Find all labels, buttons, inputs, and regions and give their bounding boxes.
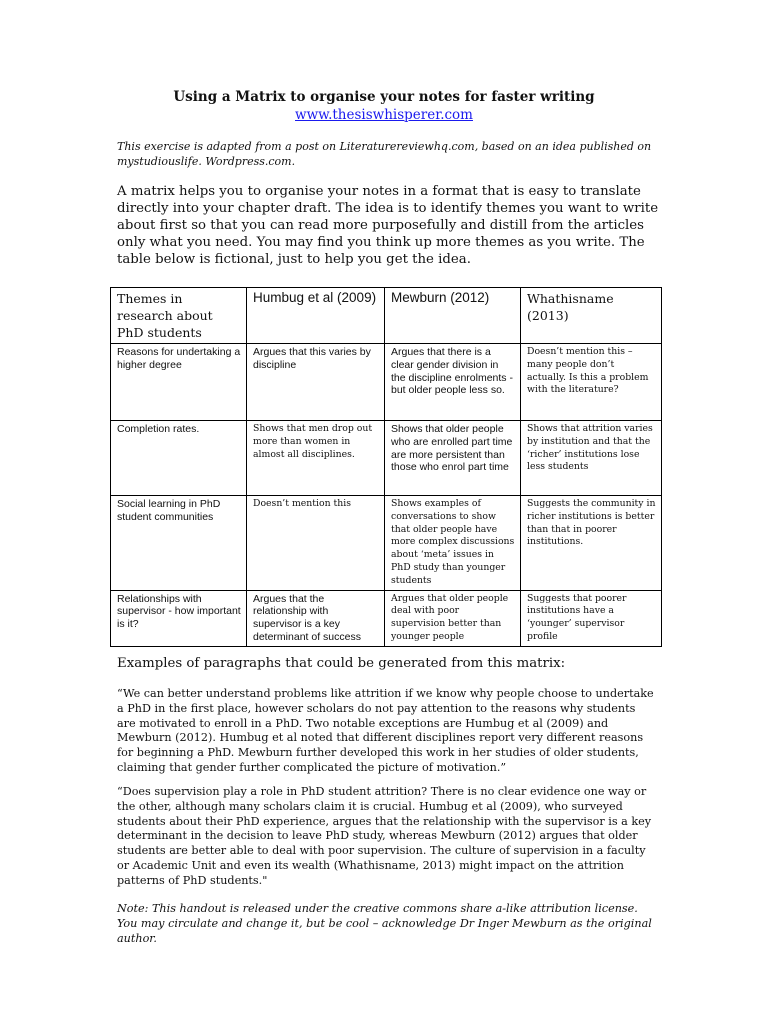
table-row xyxy=(111,496,662,591)
examples-heading: Examples of paragraphs that could be generated from this matrix: xyxy=(117,656,566,671)
humbug-cell: Doesn’t mention this xyxy=(247,496,385,591)
table-row xyxy=(111,344,662,421)
mewburn-cell: Argues that older people deal with poor supervision better than younger people xyxy=(385,590,521,646)
table-row xyxy=(111,421,662,496)
example-paragraph-attrition: “We can better understand problems like attrition if we know why people choose to undertake a PhD in the first place, however scholars do not pay attention to the reasons why students are motivated to enroll in a PhD. Two notable exceptions are Humbug et al (2009) and Mewburn (2012). Humbug et al noted that different disciplines report very different reasons for beginning a PhD. Mewburn further developed this work in her studies of older students, claiming that gender further complicated the picture of motivation.” xyxy=(117,687,654,774)
source-note: This exercise is adapted from a post on Literaturereviewhq.com, based on an idea published on mystudiouslife. Wordpress.com. xyxy=(117,140,652,168)
header-humbug: Humbug et al (2009) xyxy=(247,288,385,344)
header-themes: Themes in research about PhD students xyxy=(111,288,247,344)
mewburn-cell: Argues that there is a clear gender division in the discipline enrolments - but older people less so. xyxy=(385,344,521,421)
document-title: Using a Matrix to organise your notes for faster writing xyxy=(173,89,595,105)
theme-cell: Relationships with supervisor - how important is it? xyxy=(111,590,247,646)
whathisname-cell: Doesn’t mention this – many people don’t actually. Is this a problem with the literature? xyxy=(521,344,662,421)
header-whathisname: Whathisname (2013) xyxy=(521,288,662,344)
notes-matrix-table xyxy=(110,287,662,647)
intro-paragraph: A matrix helps you to organise your notes in a format that is easy to translate directly into your chapter draft. The idea is to identify themes you want to write about first so that you can read more purposefully and distill from the articles only what you need. You may find you think up more themes as you write. The table below is fictional, just to help you get the idea. xyxy=(117,184,659,267)
whathisname-cell: Suggests the community in richer institutions is better than that in poorer institutions. xyxy=(521,496,662,591)
mewburn-cell: Shows that older people who are enrolled part time are more persistent than those who enrol part time xyxy=(385,421,521,496)
humbug-cell: Argues that this varies by discipline xyxy=(247,344,385,421)
theme-cell: Social learning in PhD student communities xyxy=(111,496,247,591)
humbug-cell: Shows that men drop out more than women in almost all disciplines. xyxy=(247,421,385,496)
website-link[interactable]: www.thesiswhisperer.com xyxy=(295,107,473,123)
whathisname-cell: Suggests that poorer institutions have a ‘younger’ supervisor profile xyxy=(521,590,662,646)
table-header-row xyxy=(111,288,662,344)
mewburn-cell: Shows examples of conversations to show that older people have more complex discussions about ‘meta’ issues in PhD study than younger students xyxy=(385,496,521,591)
theme-cell: Completion rates. xyxy=(111,421,247,496)
example-paragraph-supervision: “Does supervision play a role in PhD student attrition? There is no clear evidence one way or the other, although many scholars claim it is crucial. Humbug et al (2009), who surveyed students about their PhD experience, argues that the relationship with the supervisor is a key determinant in the decision to leave PhD study, whereas Mewburn (2012) argues that older students are better able to deal with poor supervision. The culture of supervision in a faculty or Academic Unit and even its wealth (Whathisname, 2013) might impact on the attrition patterns of PhD students." xyxy=(117,785,652,887)
humbug-cell: Argues that the relationship with supervisor is a key determinant of success xyxy=(247,590,385,646)
table-row xyxy=(111,590,662,646)
header-mewburn: Mewburn (2012) xyxy=(385,288,521,344)
theme-cell: Reasons for undertaking a higher degree xyxy=(111,344,247,421)
whathisname-cell: Shows that attrition varies by institution and that the ‘richer’ institutions lose less students xyxy=(521,421,662,496)
license-note: Note: This handout is released under the creative commons share a-like attribution license. You may circulate and change it, but be cool – acknowledge Dr Inger Mewburn as the original author. xyxy=(117,902,652,945)
